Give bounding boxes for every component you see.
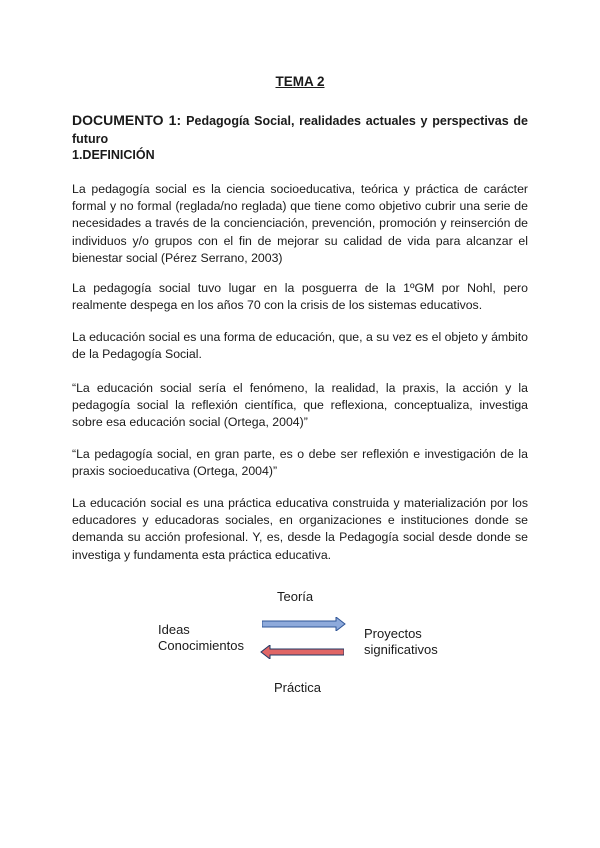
paragraph-practice: La educación social es una práctica educativa construida y materialización por los educadores y educadoras sociales, en organizaciones e instituciones donde se demanda su acción profesional. Y, es, desde la Pedagogía social desde donde se investiga y fundamenta esta práctica educativa. <box>72 496 528 562</box>
paragraph-history: La pedagogía social tuvo lugar en la posguerra de la 1ºGM por Nohl, pero realmente despega en los años 70 con la crisis de los sistemas educativos. <box>72 281 528 313</box>
diagram-label-top: Teoría <box>277 589 314 604</box>
diagram-label-bottom: Práctica <box>274 680 321 695</box>
section-heading: 1.DEFINICIÓN <box>72 148 155 162</box>
quote-ortega-2: “La pedagogía social, en gran parte, es o debe ser reflexión e investigación de la praxis socioeducativa (Ortega, 2004)” <box>72 447 528 479</box>
diagram-label-right <box>364 626 438 658</box>
quote-ortega-1: “La educación social sería el fenómeno, la realidad, la praxis, la acción y la pedagogía social la reflexión científica, que reflexiona, conceptualiza, investiga sobre esa educación social (Ortega, 2004)” <box>72 381 528 430</box>
diagram-label-left <box>158 622 244 654</box>
page-title: TEMA 2 <box>275 74 325 89</box>
arrow-left-icon <box>260 645 344 659</box>
theory-practice-diagram <box>0 580 600 710</box>
arrow-right-icon <box>262 617 346 631</box>
document-label: DOCUMENTO 1: <box>72 112 182 128</box>
diagram-left-line2: Conocimientos <box>158 638 244 653</box>
document-title <box>72 112 528 148</box>
diagram-right-line2: significativos <box>364 642 438 657</box>
paragraph-definition: La pedagogía social es la ciencia socioeducativa, teórica y práctica de carácter formal y no formal (reglada/no reglada) que tiene como objetivo cubrir una serie de necesidades a través de la concienciación, prevención, promoción y reinserción de individuos y/o grupos con el fin de mejorar su calidad de vida para alcanzar el bienestar social (Pérez Serrano, 2003) <box>72 182 528 265</box>
diagram-right-line1: Proyectos <box>364 626 422 641</box>
diagram-left-line1: Ideas <box>158 622 190 637</box>
paragraph-object: La educación social es una forma de educación, que, a su vez es el objeto y ámbito de la Pedagogía Social. <box>72 330 528 362</box>
document-title-text: Pedagogía Social, realidades actuales y perspectivas de futuro <box>72 114 528 146</box>
